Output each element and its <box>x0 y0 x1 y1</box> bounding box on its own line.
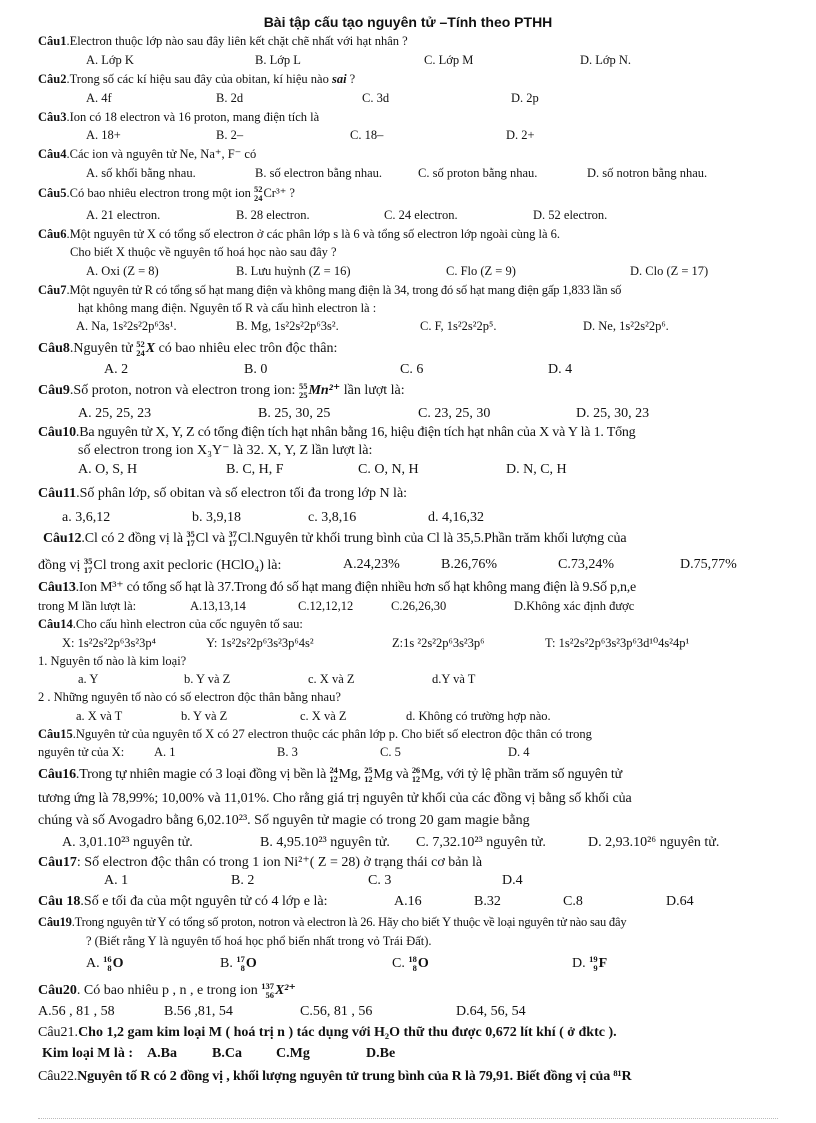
isotope-notation: 24 12 <box>329 765 338 784</box>
question-7-line2: hạt không mang điện. Nguyên tố R và cấu hình electron là : <box>78 301 377 315</box>
question-19-line2: ? (Biết rằng Y là nguyên tố hoá học phổ biến nhất trong vỏ Trái Đất). <box>86 934 432 948</box>
q4-option-c: C. số proton bằng nhau. <box>418 166 538 180</box>
q3-option-d: D. 2+ <box>506 128 535 142</box>
q13-option-c: C.26,26,30 <box>391 599 447 613</box>
q14-sub2-option-c: c. X và Z <box>300 709 347 723</box>
q10-option-b: B. C, H, F <box>226 462 284 477</box>
q21-option-a: A.Ba <box>147 1046 177 1061</box>
question-3: Câu3.Ion có 18 electron và 16 proton, mang điện tích là <box>38 110 320 124</box>
q21-option-b: B.Ca <box>212 1046 242 1061</box>
question-14: Câu14.Cho cấu hình electron của cốc nguyên tố sau: <box>38 617 303 631</box>
q14-sub1-option-c: c. X và Z <box>308 672 355 686</box>
question-6-line2: Cho biết X thuộc về nguyên tố hoá học nào sau đây ? <box>70 245 337 259</box>
page-bottom-divider <box>38 1118 778 1119</box>
q20-option-a: A.56 , 81 , 58 <box>38 1004 115 1019</box>
question-8: Câu8.Nguyên tử 52 24 X có bao nhiêu elec trôn độc thân: <box>38 339 338 358</box>
q7-option-a: A. Na, 1s²2s²2p⁶3s¹. <box>76 319 177 333</box>
q6-option-c: C. Flo (Z = 9) <box>446 264 516 278</box>
question-18: Câu 18.Số e tối đa của một nguyên tử có 4 lớp e là: <box>38 894 328 909</box>
q5-option-b: B. 28 electron. <box>236 208 310 222</box>
q17-option-a: A. 1 <box>104 873 129 888</box>
page-title: Bài tập cấu tạo nguyên tử –Tính theo PTHH <box>263 14 553 30</box>
isotope-notation: 52 24 <box>136 339 145 358</box>
q13-option-a: A.13,13,14 <box>190 599 246 613</box>
q6-option-b: B. Lưu huỳnh (Z = 16) <box>236 264 351 278</box>
question-7: Câu7.Một nguyên tử R có tổng số hạt mang điện và không mang điện là 34, trong đó số hạt mang điện gấp 1,833 lần số <box>38 283 622 297</box>
question-10-line2: số electron trong ion X₃Y⁻ là 32. X, Y, Z lần lượt là: <box>78 443 373 458</box>
q11-option-c: c. 3,8,16 <box>308 510 357 525</box>
q11-option-a: a. 3,6,12 <box>62 510 111 525</box>
question-17: Câu17: Số electron độc thân có trong 1 ion Ni²⁺( Z = 28) ở trạng thái cơ bản là <box>38 855 483 870</box>
q15-option-d: D. 4 <box>508 745 530 759</box>
q6-option-d: D. Clo (Z = 17) <box>630 264 709 278</box>
q12-option-a: A.24,23% <box>343 557 400 572</box>
q17-option-d: D.4 <box>502 873 523 888</box>
q19-option-c: C. 18 8 O <box>392 954 429 973</box>
question-12: Câu12.Cl có 2 đồng vị là 35 17 Cl và 37 17 Cl.Nguyên tử khối trung bình của Cl là 35,5.Phần trăm khối lượng của <box>43 529 627 548</box>
q2-option-c: C. 3d <box>362 91 390 105</box>
config-x: X: 1s²2s²2p⁶3s²3p⁴ <box>62 636 156 650</box>
q5-option-a: A. 21 electron. <box>86 208 161 222</box>
q14-sub1-option-a: a. Y <box>78 672 99 686</box>
q19-option-d: D. 19 9 F <box>572 954 608 973</box>
question-6: Câu6.Một nguyên tử X có tổng số electron ở các phân lớp s là 6 và tổng số electron lớp ngoài cùng là 6. <box>38 227 560 241</box>
isotope-notation: 35 17 <box>83 556 93 575</box>
question-20: Câu20. Có bao nhiêu p , n , e trong ion 137 56 X²⁺ <box>38 981 296 1000</box>
isotope-notation: 37 17 <box>228 529 237 548</box>
q11-option-d: d. 4,16,32 <box>428 510 484 525</box>
isotope-notation: 52 24 <box>253 184 263 203</box>
q16-option-b: B. 4,95.10²³ nguyên tử. <box>260 835 390 850</box>
config-y: Y: 1s²2s²2p⁶3s²3p⁶4s² <box>206 636 314 650</box>
q18-option-d: D.64 <box>666 894 694 909</box>
question-2: Câu2.Trong số các kí hiệu sau đây của obitan, kí hiệu nào sai ? <box>38 72 356 86</box>
q4-option-d: D. số notron bằng nhau. <box>587 166 708 180</box>
q8-option-d: D. 4 <box>548 362 573 377</box>
q5-option-d: D. 52 electron. <box>533 208 608 222</box>
q13-option-d: D.Không xác định được <box>514 599 635 613</box>
question-15: Câu15.Nguyên tử của nguyên tố X có 27 electron thuộc các phân lớp p. Cho biết số electron độc thân có trong <box>38 727 592 741</box>
q17-option-b: B. 2 <box>231 873 255 888</box>
question-15-line2: nguyên tử của X: <box>38 745 125 759</box>
q12-option-d: D.75,77% <box>680 557 737 572</box>
q1-option-c: C. Lớp M <box>424 53 474 67</box>
question-12-line2: đồng vị 35 17 Cl trong axit pecloric (HClO₄) là: <box>38 556 282 575</box>
q2-option-d: D. 2p <box>511 91 539 105</box>
question-13-line2: trong M lần lượt là: <box>38 599 137 613</box>
q7-option-b: B. Mg, 1s²2s²2p⁶3s². <box>236 319 339 333</box>
q16-option-a: A. 3,01.10²³ nguyên tử. <box>62 835 193 850</box>
q20-option-b: B.56 ,81, 54 <box>164 1004 233 1019</box>
q18-option-b: B.32 <box>474 894 501 909</box>
isotope-notation: 17 8 <box>236 954 245 973</box>
question-19: Câu19.Trong nguyên tử Y có tổng số proton, notron và electron là 26. Hãy cho biết Y thuộc về loại nguyên tử nào sau đây <box>38 915 627 929</box>
q1-option-a: A. Lớp K <box>86 53 134 67</box>
q7-option-c: C. F, 1s²2s²2p⁵. <box>420 319 497 333</box>
q19-option-a: A. 16 8 O <box>86 954 124 973</box>
q10-option-c: C. O, N, H <box>358 462 419 477</box>
q14-sub2-option-b: b. Y và Z <box>181 709 228 723</box>
q13-option-b: C.12,12,12 <box>298 599 354 613</box>
q9-option-a: A. 25, 25, 23 <box>78 406 152 421</box>
isotope-notation: 35 17 <box>186 529 195 548</box>
q8-option-b: B. 0 <box>244 362 268 377</box>
question-16-line2: tương ứng là 78,99%; 10,00% và 11,01%. Cho rằng giá trị nguyên tử khối của các đồng vị bằng số khối của <box>38 791 632 806</box>
isotope-notation: 55 25 <box>298 381 308 400</box>
q18-option-a: A.16 <box>394 894 422 909</box>
question-11: Câu11.Số phân lớp, số obitan và số electron tối đa trong lớp N là: <box>38 486 408 501</box>
q8-option-a: A. 2 <box>104 362 129 377</box>
q15-option-c: C. 5 <box>380 745 401 759</box>
q3-option-b: B. 2– <box>216 128 244 142</box>
question-4: Câu4.Các ion và nguyên tử Ne, Na⁺, F⁻ có <box>38 147 257 161</box>
q10-option-a: A. O, S, H <box>78 462 138 477</box>
q16-option-c: C. 7,32.10²³ nguyên tử. <box>416 835 546 850</box>
q10-option-d: D. N, C, H <box>506 462 567 477</box>
q14-sub2-option-d: d. Không có trường hợp nào. <box>406 709 551 723</box>
q9-option-c: C. 23, 25, 30 <box>418 406 491 421</box>
q2-option-a: A. 4f <box>86 91 112 105</box>
q20-option-d: D.64, 56, 54 <box>456 1004 526 1019</box>
q1-option-d: D. Lớp N. <box>580 53 632 67</box>
q11-option-b: b. 3,9,18 <box>192 510 241 525</box>
q9-option-d: D. 25, 30, 23 <box>576 406 650 421</box>
question-5: Câu5.Có bao nhiêu electron trong một ion 52 24 Cr³⁺ ? <box>38 184 295 203</box>
q9-option-b: B. 25, 30, 25 <box>258 406 331 421</box>
q6-option-a: A. Oxi (Z = 8) <box>86 264 159 278</box>
q15-option-a: A. 1 <box>154 745 176 759</box>
question-21-line2: Kim loại M là : <box>42 1046 133 1061</box>
question-21: Câu21.Cho 1,2 gam kim loại M ( hoá trị n ) tác dụng với H₂O thữ thu được 0,672 lít khí ( ở đktc ). <box>38 1025 617 1040</box>
q1-option-b: B. Lớp L <box>255 53 301 67</box>
q2-option-b: B. 2d <box>216 91 244 105</box>
q18-option-c: C.8 <box>563 894 583 909</box>
isotope-notation: 19 9 <box>589 954 598 973</box>
q12-option-c: C.73,24% <box>558 557 614 572</box>
q14-sub1-option-d: d.Y và T <box>432 672 476 686</box>
question-13: Câu13.Ion M³⁺ có tổng số hạt là 37.Trong đó số hạt mang điện nhiều hơn số hạt không mang điện là 9.Số p,n,e <box>38 580 636 595</box>
question-10: Câu10.Ba nguyên tử X, Y, Z có tổng điện tích hạt nhân bằng 16, hiệu điện tích hạt nhân của X và Y là 1. Tổng <box>38 425 636 440</box>
q16-option-d: D. 2,93.10²⁶ nguyên tử. <box>588 835 720 850</box>
q14-sub1: 1. Nguyên tố nào là kim loại? <box>38 654 187 668</box>
q15-option-b: B. 3 <box>277 745 298 759</box>
question-16-line3: chúng và số Avogadro bằng 6,02.10²³. Số nguyên tử magie có trong 20 gam magie bằng <box>38 813 530 828</box>
question-22: Câu22.Nguyên tố R có 2 đồng vị , khối lượng nguyên tử trung bình của R là 79,91. Biết đồng vị của ⁸¹R <box>38 1069 632 1084</box>
q20-option-c: C.56, 81 , 56 <box>300 1004 373 1019</box>
q17-option-c: C. 3 <box>368 873 392 888</box>
config-t: T: 1s²2s²2p⁶3s²3p⁶3d¹⁰4s²4p¹ <box>545 636 690 650</box>
q8-option-c: C. 6 <box>400 362 424 377</box>
isotope-notation: 18 8 <box>408 954 417 973</box>
isotope-notation: 16 8 <box>103 954 112 973</box>
q3-option-a: A. 18+ <box>86 128 121 142</box>
q7-option-d: D. Ne, 1s²2s²2p⁶. <box>583 319 669 333</box>
q12-option-b: B.26,76% <box>441 557 497 572</box>
isotope-notation: 25 12 <box>364 765 373 784</box>
isotope-notation: 26 12 <box>411 765 420 784</box>
q21-option-c: C.Mg <box>276 1046 310 1061</box>
question-1: Câu1.Electron thuộc lớp nào sau đây liên kết chặt chẽ nhất với hạt nhân ? <box>38 34 408 48</box>
q14-sub2-option-a: a. X và T <box>76 709 123 723</box>
config-z: Z:1s ²2s²2p⁶3s²3p⁶ <box>392 636 485 650</box>
q14-sub2: 2 . Những nguyên tố nào có số electron độc thân bằng nhau? <box>38 690 341 704</box>
q4-option-b: B. số electron bằng nhau. <box>255 166 383 180</box>
q4-option-a: A. số khối bằng nhau. <box>86 166 196 180</box>
isotope-notation: 137 56 <box>261 981 274 1000</box>
q21-option-d: D.Be <box>366 1046 396 1061</box>
q19-option-b: B. 17 8 O <box>220 954 257 973</box>
question-9: Câu9.Số proton, notron và electron trong ion: 55 25 Mn²⁺ lần lượt là: <box>38 381 405 400</box>
q3-option-c: C. 18– <box>350 128 384 142</box>
question-16: Câu16.Trong tự nhiên magie có 3 loại đồng vị bền là 24 12 Mg, 25 12 Mg và 26 12 Mg, với tỷ lệ phần trăm số nguyên tử <box>38 765 622 784</box>
q5-option-c: C. 24 electron. <box>384 208 458 222</box>
q14-sub1-option-b: b. Y và Z <box>184 672 231 686</box>
